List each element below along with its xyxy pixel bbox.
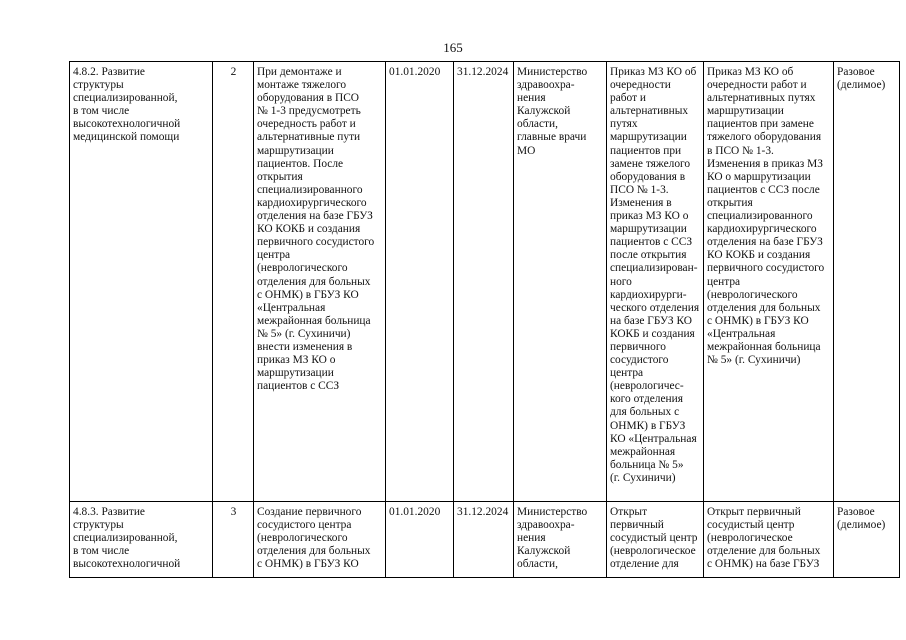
number-text: 3 [230, 506, 237, 518]
end-date-cell [454, 502, 514, 578]
end-date-text: 31.12.2024 [457, 506, 509, 518]
type-cell [834, 62, 900, 502]
result-text: Приказ МЗ КО об очередности работ и альтернативных путях маршрутизации пациентов при замене тяжелого оборудования в ПСО № 1-3. Изменения в приказ МЗ КО о маршрутизации пациентов с ССЗ после открытия специализирован- ного кардиохирурги- ческого отделения на базе ГБУЗ КО КОКБ и создания первичного сосудистого центра (неврологичес- кого отделения для больных с ОНМК) в ГБУЗ КО «Центральная межрайонная больница № 5» (г. Сухиничи) [610, 66, 700, 484]
indicator-text: Открыт первичный сосудистый центр (неврологическое отделение для больных с ОНМК) на базе ГБУЗ [707, 506, 821, 571]
result-text: Открыт первичный сосудистый центр (неврологическое отделение для [610, 506, 698, 571]
number-cell [213, 502, 254, 578]
start-date-cell [386, 502, 454, 578]
action-text: При демонтаже и монтаже тяжелого оборудования в ПСО № 1-3 предусмотреть очередность работ и альтернативные пути маршрутизации пациентов. После открытия специализированного кардиохирургического отделения на базе ГБУЗ КО КОКБ и создания первичного сосудистого центра (неврологического отделения для больных с ОНМК) в ГБУЗ КО «Центральная межрайонная больница № 5» (г. Сухиничи) внести изменения в приказ МЗ КО о маршрутизации пациентов с ССЗ [257, 66, 375, 393]
action-cell [254, 62, 386, 502]
page-number: 165 [443, 40, 463, 55]
start-date-cell [386, 62, 454, 502]
type-text: Разовое (делимое) [837, 66, 886, 92]
type-text: Разовое (делимое) [837, 506, 886, 532]
start-date-text: 01.01.2020 [389, 66, 441, 78]
item-text: 4.8.2. Развитие структуры специализированной, в том числе высокотехнологичной медицинской помощи [73, 66, 181, 144]
responsible-cell [514, 62, 607, 502]
responsible-cell [514, 502, 607, 578]
table-row [70, 62, 900, 502]
indicator-cell [704, 502, 834, 578]
end-date-cell [454, 62, 514, 502]
item-cell [70, 502, 213, 578]
responsible-text: Министерство здравоохра- нения Калужской области, главные врачи МО [517, 66, 588, 157]
action-cell [254, 502, 386, 578]
number-cell [213, 62, 254, 502]
result-cell [607, 62, 704, 502]
indicator-text: Приказ МЗ КО об очередности работ и альтернативных путях маршрутизации пациентов при замене тяжелого оборудования в ПСО № 1-3. Изменения в приказ МЗ КО о маршрутизации пациентов с ССЗ после открытия специализированного кардиохирургического отделения на базе ГБУЗ КО КОКБ и создания первичного сосудистого центра (неврологического отделения для больных с ОНМК) в ГБУЗ КО «Центральная межрайонная больница № 5» (г. Сухиничи) [707, 66, 825, 367]
number-text: 2 [230, 66, 237, 78]
item-cell [70, 62, 213, 502]
indicator-cell [704, 62, 834, 502]
result-cell [607, 502, 704, 578]
item-text: 4.8.3. Развитие структуры специализированной, в том числе высокотехнологичной [73, 506, 181, 571]
document-table [69, 61, 900, 578]
end-date-text: 31.12.2024 [457, 66, 509, 78]
type-cell [834, 502, 900, 578]
table-row [70, 502, 900, 578]
action-text: Создание первичного сосудистого центра (неврологического отделения для больных с ОНМК) в ГБУЗ КО [257, 506, 371, 571]
responsible-text: Министерство здравоохра- нения Калужской области, [517, 506, 588, 571]
start-date-text: 01.01.2020 [389, 506, 441, 518]
